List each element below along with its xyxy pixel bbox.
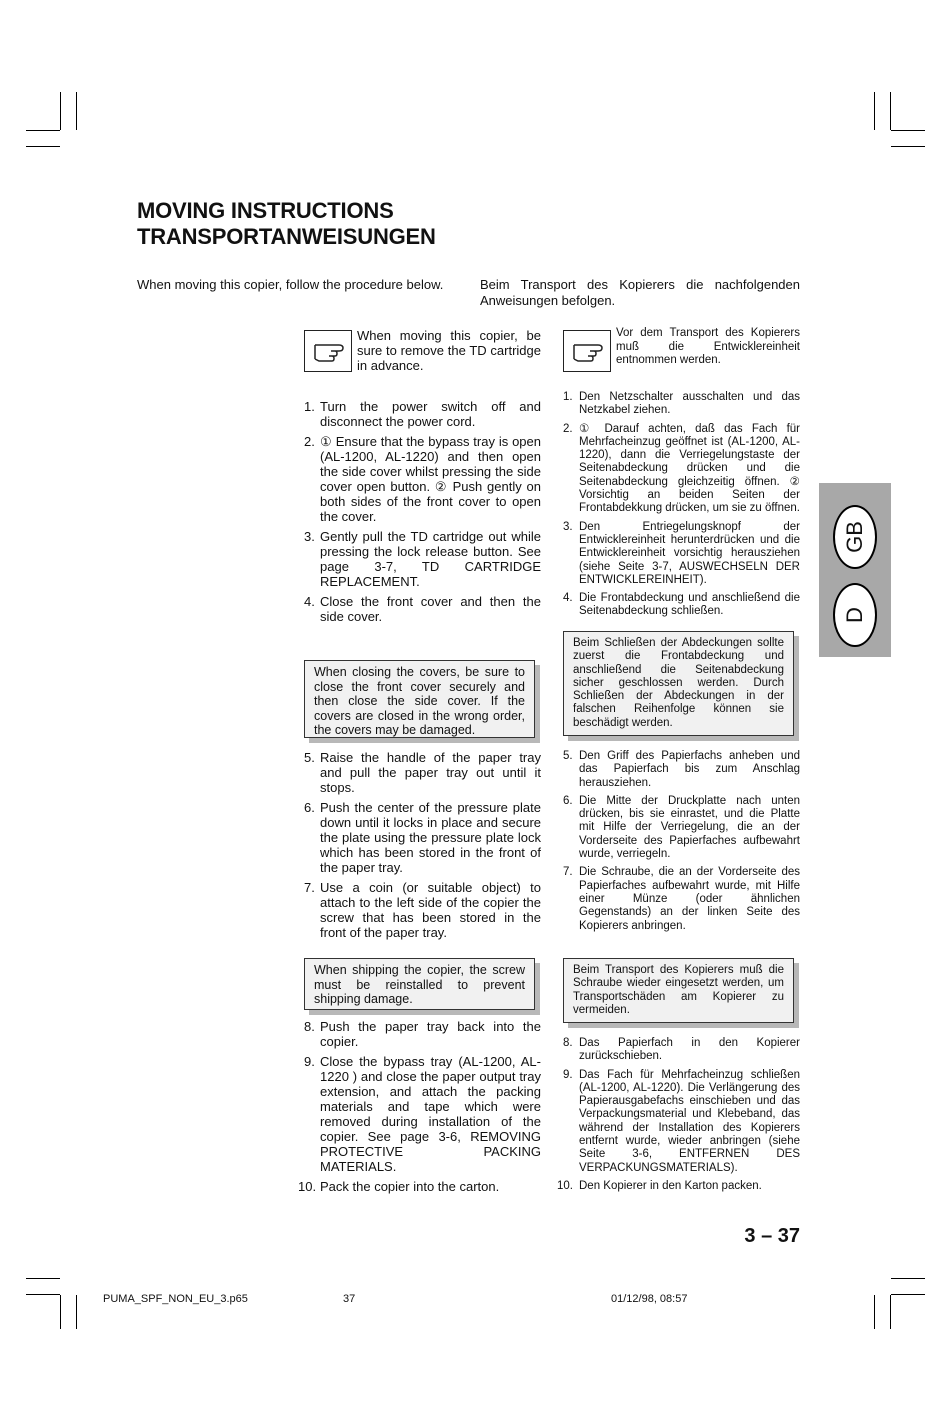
title-de: TRANSPORTANWEISUNGEN <box>137 224 436 249</box>
pointing-hand-icon <box>563 330 611 372</box>
note-shipping-en: When shipping the copier, the screw must be reinstalled to prevent shipping damage. <box>304 958 535 1010</box>
list-item: 9. Close the bypass tray (AL-1200, AL-1220 ) and close the paper output tray extension, and attach the packing materials and tape which were removed during installation of the copier. See page 3-6, REMOVING PROTECTIVE PACKING MATERIALS. <box>304 1054 541 1174</box>
list-item: 6. Push the center of the pressure plate down until it locks in place and secure the plate using the pressure plate lock which has been stored in the front of the paper tray. <box>304 800 541 875</box>
list-item: 5. Den Griff des Papierfachs anheben und das Papierfach bis zum Anschlag herausziehen. <box>563 750 800 789</box>
page-title <box>137 198 436 250</box>
language-tab-d: D <box>833 583 877 647</box>
list-item: 4. Close the front cover and then the side cover. <box>304 594 541 624</box>
title-en: MOVING INSTRUCTIONS <box>137 198 394 223</box>
list-item: 4. Die Frontabdeckung und anschließend die Seitenabdeckung schließen. <box>563 592 800 618</box>
footer-file: PUMA_SPF_NON_EU_3.p65 <box>103 1293 248 1305</box>
intro-de: Beim Transport des Kopierers die nachfolgenden Anweisungen befolgen. <box>480 277 800 308</box>
list-item: 2. ① Darauf achten, daß das Fach für Mehrfacheinzug geöffnet ist (AL-1200, AL-1220), dann die Verriegelungstaste der Seitenabdeckung drücken und die Seitenabdeckung gleichzeitig öffnen. ② Vorsichtig an beiden Seiten der Frontabdekkung drücken, um sie zu öffnen. <box>563 422 800 515</box>
list-item: 5. Raise the handle of the paper tray and pull the paper tray out until it stops. <box>304 750 541 795</box>
steps-en-8-10 <box>298 1019 541 1199</box>
list-item: 6. Die Mitte der Druckplatte nach unten drücken, bis sie einrastet, und die Platte mit Hilfe der Verriegelung, die an der Vorderseite des Papierfaches aufbewahrt wurde, verriegeln. <box>563 794 800 861</box>
list-item: 8. Das Papierfach in den Kopierer zurückschieben. <box>563 1037 800 1063</box>
list-item: 3. Den Entriegelungsknopf der Entwicklereinheit herunterdrücken und die Entwicklereinheit vorsichtig herausziehen (siehe Seite 3-7, AUSWECHSELN DER ENTWICKLEREINHEIT). <box>563 520 800 586</box>
steps-de-5-7 <box>563 750 800 938</box>
list-item: 7. Use a coin (or suitable object) to attach to the left side of the copier the screw that has been stored in the front of the paper tray. <box>304 880 541 940</box>
page-number: 3 – 37 <box>744 1225 800 1247</box>
caution-text-de: Vor dem Transport des Kopierers muß die Entwicklereinheit entnommen werden. <box>616 327 800 366</box>
footer-page: 37 <box>343 1293 356 1305</box>
note-shipping-de: Beim Transport des Kopierers muß die Schraube wieder eingesetzt werden, um Transportschäden am Kopierer zu vermeiden. <box>563 958 794 1023</box>
note-closing-covers-en: When closing the covers, be sure to close the front cover securely and then close the side cover. If the covers are closed in the wrong order, the covers may be damaged. <box>304 660 535 738</box>
list-item: 2. ① Ensure that the bypass tray is open (AL-1200, AL-1220) and then open the side cover whilst pressing the side cover open button. ② Push gently on both sides of the front cover to open the cover. <box>304 434 541 524</box>
caution-text-en: When moving this copier, be sure to remove the TD cartridge in advance. <box>357 328 541 373</box>
steps-de-1-4 <box>563 391 800 624</box>
language-tab-gb: GB <box>833 505 877 569</box>
list-item: 9. Das Fach für Mehrfacheinzug schließen (AL-1200, AL-1220). Die Verlängerung des Papierausgabefachs einschieben und das Verpackungsmaterial und Klebeband, das während der Installation des Kopierers entfernt wurde, wieder anbringen (siehe Seite 3-6, ENTFERNEN DES VERPACKUNGSMATERIALS). <box>563 1068 800 1174</box>
list-item: 8. Push the paper tray back into the copier. <box>304 1019 541 1049</box>
language-tab <box>819 483 891 657</box>
pointing-hand-icon <box>304 330 352 372</box>
list-item: 10. Pack the copier into the carton. <box>298 1179 500 1194</box>
list-item: 3. Gently pull the TD cartridge out while pressing the lock release button. See page 3-7, TD CARTRIDGE REPLACEMENT. <box>304 529 541 589</box>
list-item: 1. Den Netzschalter ausschalten und das Netzkabel ziehen. <box>563 391 800 417</box>
steps-en-1-4 <box>304 399 541 629</box>
footer-datetime: 01/12/98, 08:57 <box>611 1293 688 1305</box>
intro-en: When moving this copier, follow the procedure below. <box>137 277 444 292</box>
steps-de-8-10 <box>557 1037 800 1198</box>
steps-en-5-7 <box>304 750 541 945</box>
note-closing-covers-de: Beim Schließen der Abdeckungen sollte zuerst die Frontabdeckung und anschließend die Seitenabdeckung sicher geschlossen werden. Durch Schließen der Abdeckungen in der falschen Reihenfolge können sie beschädigt werden. <box>563 631 794 736</box>
list-item: 1. Turn the power switch off and disconnect the power cord. <box>304 399 541 429</box>
list-item: 10. Den Kopierer in den Karton packen. <box>557 1179 762 1192</box>
list-item: 7. Die Schraube, die an der Vorderseite des Papierfaches aufbewahrt wurde, mit Hilfe einer Münze (oder ähnlichen Gegenstands) an der linken Seite des Kopierers anbringen. <box>563 866 800 932</box>
